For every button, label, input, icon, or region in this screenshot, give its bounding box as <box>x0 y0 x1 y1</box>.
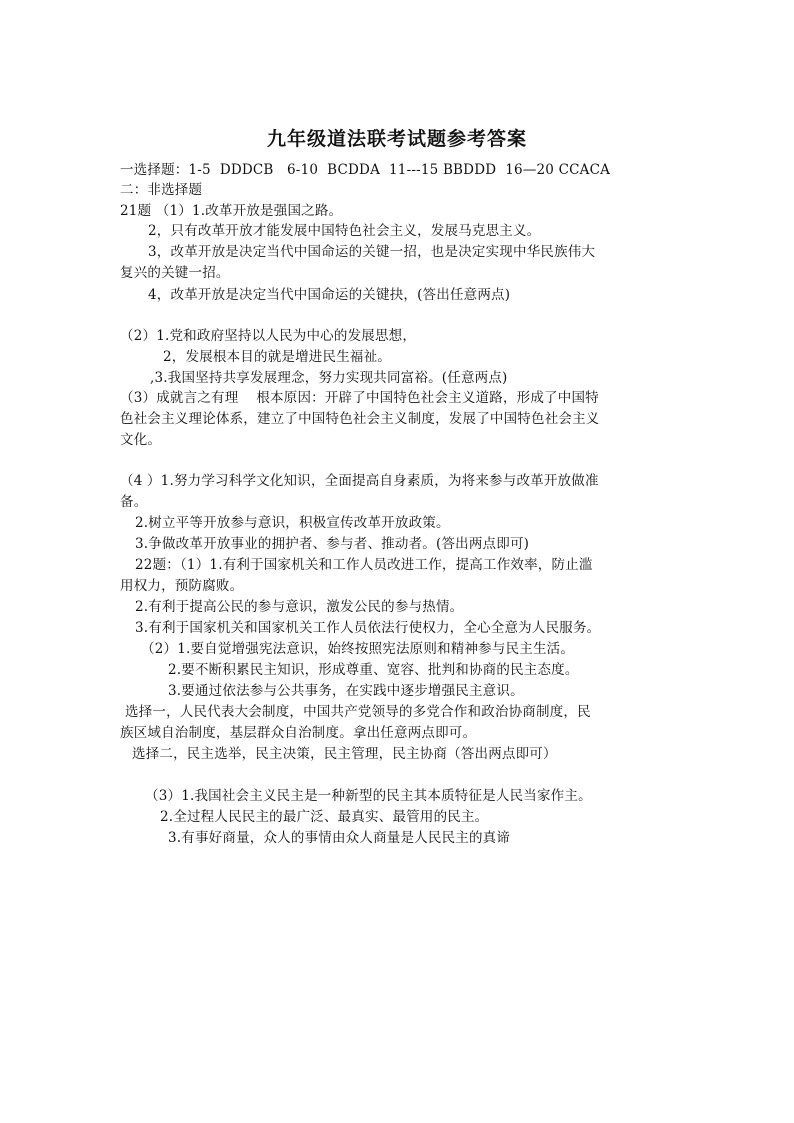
q21-1-point-1: 21题 （1）1.改革开放是强国之路。 <box>120 203 343 219</box>
q21-2-point-1: （2）1.党和政府坚持以人民为中心的发展思想， <box>120 328 417 344</box>
q21-4-point-1: （4 ）1.努力学习科学文化知识，全面提高自身素质，为将来参与改革开放做准 <box>120 473 599 489</box>
q21-1-point-3-cont: 复兴的关键一招。 <box>120 265 230 281</box>
q21-3-line-2: 色社会主义理论体系，建立了中国特色社会主义制度，发展了中国特色社会主义 <box>120 411 600 427</box>
q21-1-point-4: 4，改革开放是决定当代中国命运的关键抉，(答出任意两点) <box>148 287 511 303</box>
q21-3-line-1: （3）成就言之有理 根本原因：开辟了中国特色社会主义道路，形成了中国特 <box>120 390 599 406</box>
q22-2-point-2: 2.要不断积累民主知识，形成尊重、宽容、批判和协商的民主态度。 <box>168 662 579 678</box>
page-title: 九年级道法联考试题参考答案 <box>266 128 527 150</box>
q22-3-point-3: 3.有事好商量，众人的事情由众人商量是人民民主的真谛 <box>168 830 511 846</box>
q22-option-1: 选择一，人民代表大会制度，中国共产党领导的多党合作和政治协商制度，民 <box>125 704 591 720</box>
q22-1-point-2: 2.有利于提高公民的参与意识，激发公民的参与热情。 <box>135 599 464 615</box>
section-two-heading: 二：非选择题 <box>120 182 203 198</box>
q22-2-point-1: （2）1.要自觉增强宪法意识，始终按照宪法原则和精神参与民主生活。 <box>141 641 575 657</box>
q21-4-point-2: 2.树立平等开放参与意识，积极宣传改革开放政策。 <box>135 515 450 531</box>
q22-option-1-cont: 族区域自治制度，基层群众自治制度。拿出任意两点即可。 <box>120 725 477 741</box>
q21-3-line-3: 文化。 <box>120 432 162 448</box>
q22-3-point-1: （3）1.我国社会主义民主是一种新型的民主其本质特征是人民当家作主。 <box>145 788 592 804</box>
q21-2-point-3: ,3.我国坚持共享发展理念，努力实现共同富裕。(任意两点) <box>150 370 508 386</box>
q21-4-point-3: 3.争做改革开放事业的拥护者、参与者、推动者。(答出两点即可) <box>135 536 530 552</box>
q22-option-2: 选择二，民主选举，民主决策，民主管理，民主协商（答出两点即可） <box>132 746 557 762</box>
q21-4-point-1-cont: 备。 <box>120 494 148 510</box>
q21-1-point-3: 3，改革开放是决定当代中国命运的关键一招，也是决定实现中华民族伟大 <box>148 244 596 260</box>
q21-1-point-2: 2，只有改革开放才能发展中国特色社会主义，发展马克思主义。 <box>148 223 541 239</box>
q22-1-point-3: 3.有利于国家机关和国家机关工作人员依法行使权力，全心全意为人民服务。 <box>135 620 601 636</box>
mc-answers-line: 一选择题：1-5 DDDCB 6-10 BCDDA 11---15 BBDDD 16—20 CCACA <box>120 162 611 178</box>
q22-1-point-1: 22题：（1）1.有利于国家机关和工作人员改进工作，提高工作效率，防止滥 <box>135 557 593 573</box>
q22-1-point-1-cont: 用权力，预防腐败。 <box>120 578 244 594</box>
q21-2-point-2: 2，发展根本目的就是增进民生福祉。 <box>163 349 391 365</box>
q22-2-point-3: 3.要通过依法参与公共事务，在实践中逐步增强民主意识。 <box>168 683 524 699</box>
q22-3-point-2: 2.全过程人民民主的最广泛、最真实、最管用的民主。 <box>160 809 489 825</box>
